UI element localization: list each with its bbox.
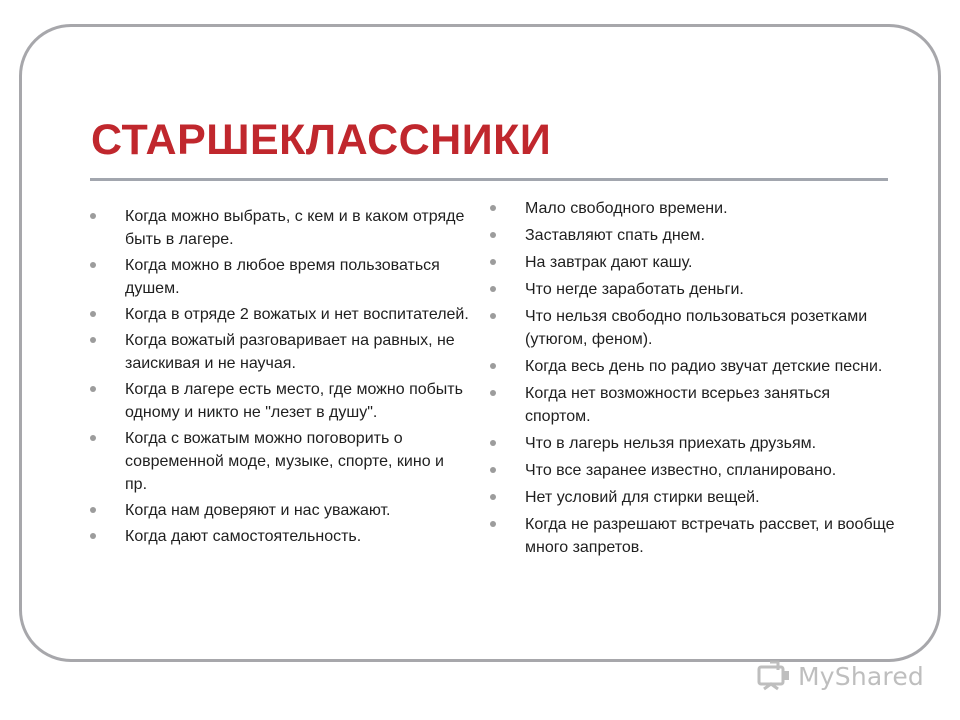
list-item-text: Что нельзя свободно пользоваться розетками (утюгом, феном). [525, 308, 868, 348]
bullet-icon [90, 337, 96, 343]
list-item-text: Когда нет возможности всерьез заняться спортом. [525, 385, 831, 425]
bullet-icon [90, 533, 96, 539]
list-item [490, 278, 900, 301]
list-item-text: Когда не разрешают встречать рассвет, и вообще много запретов. [525, 516, 895, 556]
myshared-logo-icon [756, 659, 792, 693]
bullet-icon [90, 262, 96, 268]
list-item [90, 205, 470, 251]
list-item [490, 459, 900, 482]
list-item-text: Нет условий для стирки вещей. [525, 489, 760, 506]
bullet-icon [490, 313, 496, 319]
bullet-icon [490, 286, 496, 292]
left-bullet-list [90, 205, 470, 551]
list-item-text: Когда весь день по радио звучат детские песни. [525, 358, 883, 375]
bullet-icon [90, 213, 96, 219]
bullet-icon [490, 363, 496, 369]
list-item-text: Когда с вожатым можно поговорить о современной моде, музыке, спорте, кино и пр. [125, 430, 444, 493]
list-item [90, 427, 470, 496]
list-item [490, 382, 900, 428]
list-item [490, 355, 900, 378]
right-bullet-list [490, 197, 900, 563]
list-item-text: Что все заранее известно, спланировано. [525, 462, 837, 479]
bullet-icon [490, 494, 496, 500]
list-item-text: Что негде заработать деньги. [525, 281, 744, 298]
list-item-text: Когда в лагере есть место, где можно побыть одному и никто не "лезет в душу". [125, 381, 463, 421]
list-item-text: Когда дают самостоятельность. [125, 528, 362, 545]
bullet-icon [490, 440, 496, 446]
list-item [90, 254, 470, 300]
list-item [490, 224, 900, 247]
list-item [90, 525, 470, 548]
list-item-text: Когда нам доверяют и нас уважают. [125, 502, 391, 519]
list-item-text: Когда можно выбрать, с кем и в каком отряде быть в лагере. [125, 208, 465, 248]
list-item [90, 499, 470, 522]
bullet-icon [490, 232, 496, 238]
list-item [90, 329, 470, 375]
slide-title: СТАРШЕКЛАССНИКИ [91, 116, 552, 164]
list-item [490, 513, 900, 559]
list-item-text: Что в лагерь нельзя приехать друзьям. [525, 435, 817, 452]
bullet-icon [490, 205, 496, 211]
bullet-icon [490, 467, 496, 473]
list-item-text: Мало свободного времени. [525, 200, 728, 217]
list-item-text: Когда в отряде 2 вожатых и нет воспитателей. [125, 306, 469, 323]
bullet-icon [90, 311, 96, 317]
list-item [490, 432, 900, 455]
bullet-icon [90, 507, 96, 513]
list-item-text: Когда можно в любое время пользоваться душем. [125, 257, 440, 297]
bullet-icon [490, 259, 496, 265]
list-item [490, 251, 900, 274]
list-item [90, 303, 470, 326]
bullet-icon [90, 435, 96, 441]
list-item [90, 378, 470, 424]
watermark-text: MyShared [798, 661, 924, 691]
list-item-text: На завтрак дают кашу. [525, 254, 693, 271]
myshared-watermark [756, 656, 924, 696]
list-item-text: Когда вожатый разговаривает на равных, не заискивая и не научая. [125, 332, 455, 372]
bullet-icon [90, 386, 96, 392]
list-item [490, 305, 900, 351]
bullet-icon [490, 521, 496, 527]
bullet-icon [490, 390, 496, 396]
list-item [490, 197, 900, 220]
list-item [490, 486, 900, 509]
title-divider [90, 178, 888, 181]
list-item-text: Заставляют спать днем. [525, 227, 705, 244]
